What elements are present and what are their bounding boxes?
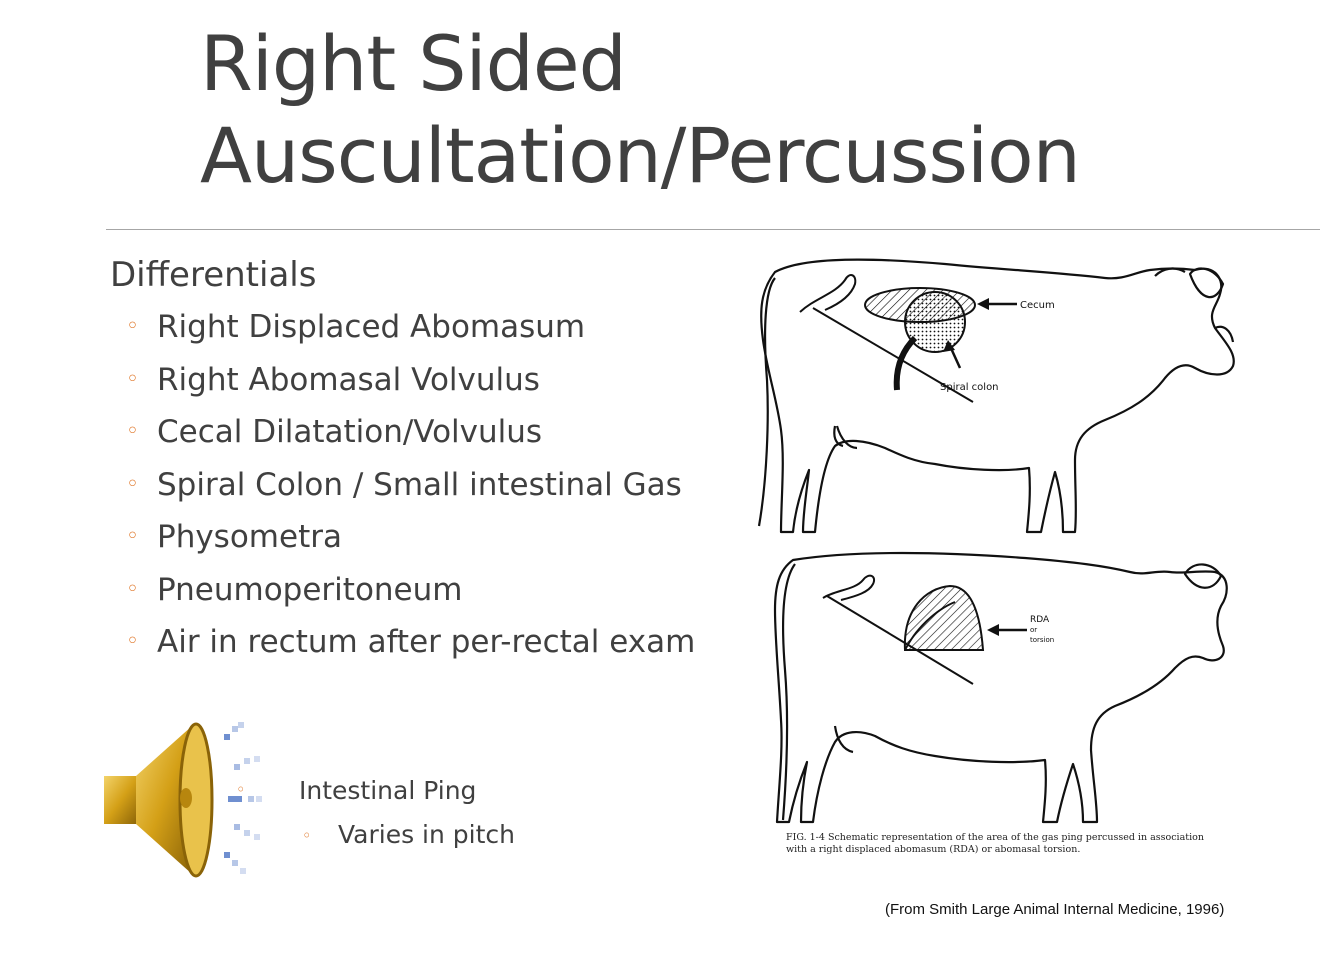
slide-title-line-2: Auscultation/Percussion: [200, 111, 1080, 200]
bullet-icon: ◦: [126, 576, 139, 602]
differentials-heading: Differentials: [110, 255, 317, 295]
varies-pitch-label: Varies in pitch: [338, 820, 516, 849]
intestinal-ping-label: Intestinal Ping: [299, 776, 477, 805]
torsion-label: torsion: [1030, 636, 1055, 644]
spiral-colon-label: Spiral colon: [940, 382, 999, 393]
list-item-text: Spiral Colon / Small intestinal Gas: [157, 466, 682, 503]
cow-top: [759, 260, 1234, 532]
slide-title-line-1: Right Sided: [200, 19, 626, 108]
cow-diagram: [745, 250, 1245, 870]
bullet-icon: ◦: [126, 629, 139, 654]
list-item-text: Pneumoperitoneum: [157, 571, 463, 608]
bullet-icon: ◦: [126, 471, 139, 497]
list-item-text: Right Abomasal Volvulus: [157, 361, 540, 398]
or-label: or: [1030, 626, 1038, 634]
bullet-icon: ◦: [236, 780, 246, 799]
bullet-icon: ◦: [126, 314, 139, 339]
slide-title: [200, 18, 1080, 202]
cecum-label: Cecum: [1020, 300, 1055, 311]
list-item: [126, 620, 695, 673]
list-item: [126, 568, 695, 621]
cow-bottom: [775, 553, 1227, 822]
list-item: [126, 305, 695, 358]
list-item-text: Physometra: [157, 519, 342, 555]
source-citation: (From Smith Large Animal Internal Medicine, 1996): [885, 901, 1225, 918]
bullet-icon: ◦: [126, 366, 139, 392]
rda-label: RDA: [1030, 615, 1050, 625]
list-item-text: Cecal Dilatation/Volvulus: [157, 414, 543, 450]
bottom-organs: [823, 576, 1027, 684]
bullet-icon: ◦: [302, 826, 312, 845]
title-divider: [106, 229, 1320, 230]
list-item-text: Air in rectum after per-rectal exam: [157, 624, 696, 660]
list-item: [126, 358, 695, 411]
list-item-text: Right Displaced Abomasum: [157, 309, 586, 345]
list-item: [126, 463, 695, 516]
bullet-icon: ◦: [126, 524, 139, 549]
list-item: [126, 410, 695, 463]
differentials-list: [126, 305, 695, 673]
bullet-icon: ◦: [126, 419, 139, 444]
figure-caption: FIG. 1-4 Schematic representation of the area of the gas ping percussed in association with a right displaced abomasum (RDA) or abomasal torsion.: [786, 832, 1204, 855]
list-item: [126, 515, 695, 568]
